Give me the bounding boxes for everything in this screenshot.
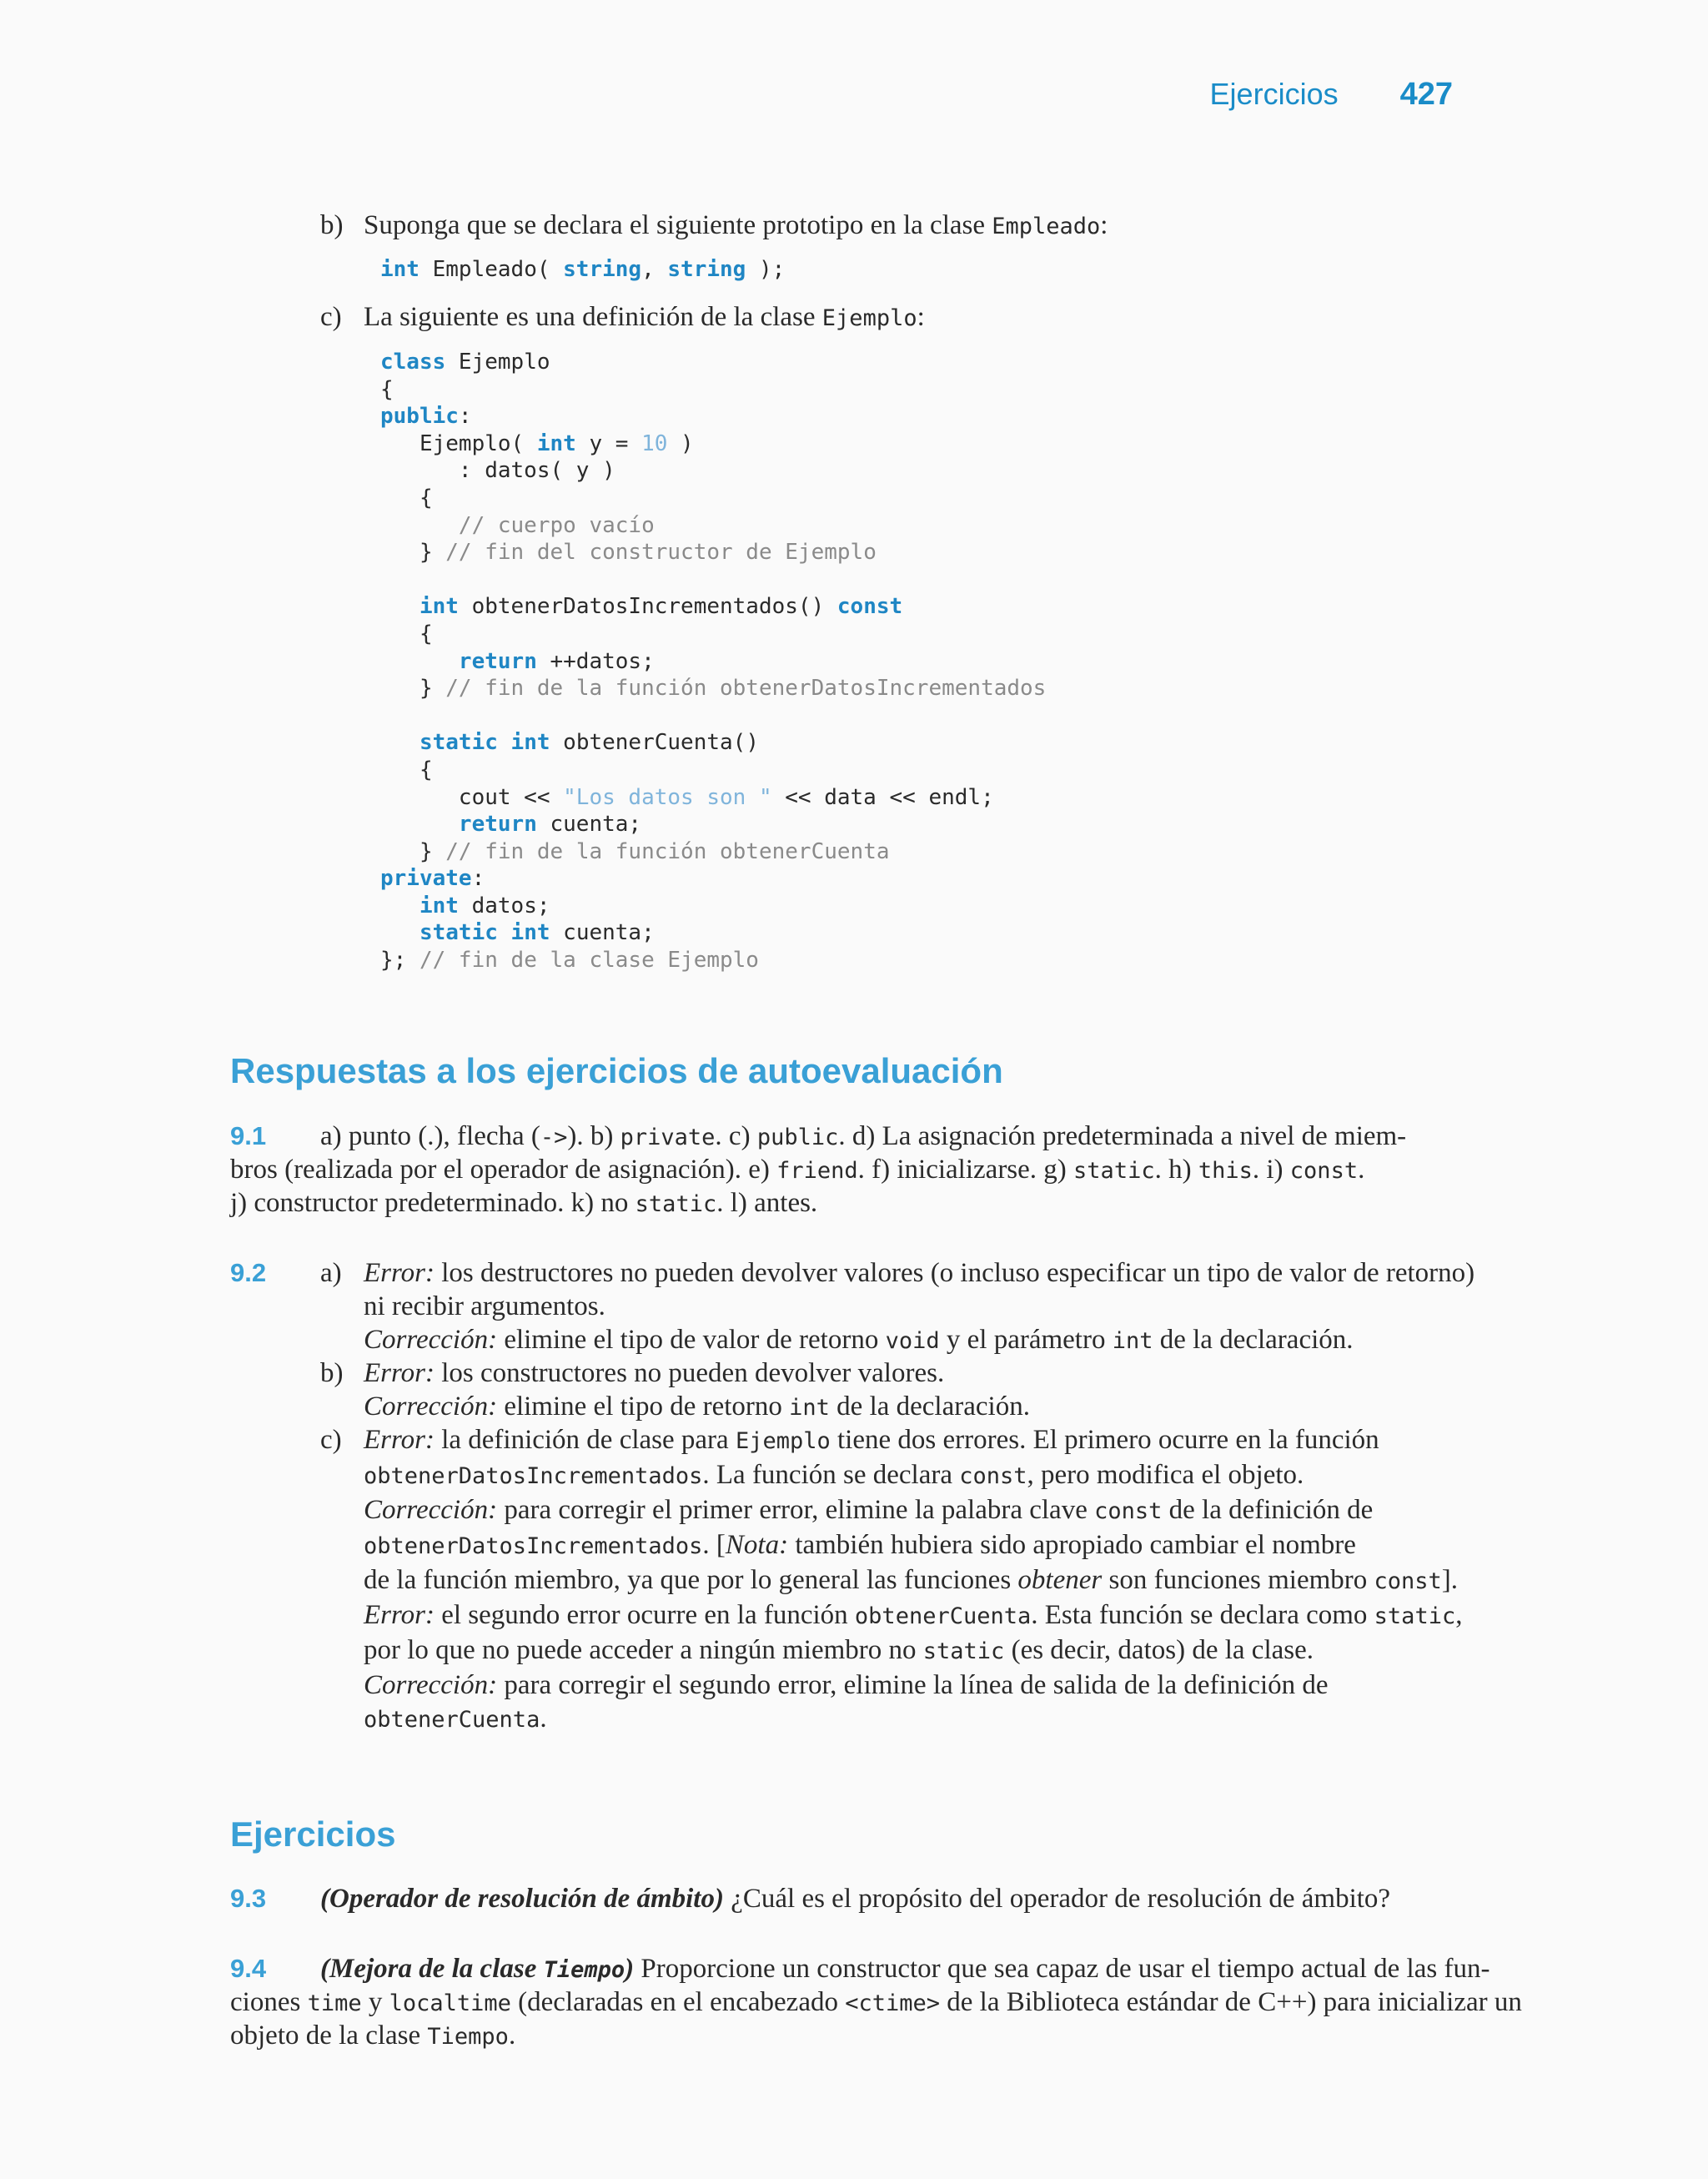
answer-number-9-1: 9.1	[230, 1121, 267, 1150]
exercise-number-9-3: 9.3	[230, 1884, 267, 1913]
answer-number-9-2: 9.2	[230, 1258, 267, 1287]
item-b-text	[364, 210, 1108, 241]
answer-9-2-c-letter: c)	[320, 1425, 342, 1455]
answer-9-2-c: Error: la definición de clase para Ejemplo tiene dos errores. El primero ocurre en la función obtenerDatosIncrementados. La función se declara const, pero modifica el objeto. Corrección: para corregir el primer error, elimine la palabra clave const de la definición de obtenerDatosIncrementados. [Nota: también hubiera sido apropiado cambiar el nombre de la función miembro, ya que por lo general las funciones obtener son funciones miembro const]. Error: el segundo error ocurre en la función obtenerCuenta. Esta función se declara como static, por lo que no puede acceder a ningún miembro no static (es decir, datos) de la clase. Corrección: para corregir el segundo error, elimine la línea de salida de la definición de obtenerCuenta.	[364, 1425, 1463, 1734]
item-b-letter: b)	[320, 210, 344, 240]
exercise-number-9-4: 9.4	[230, 1954, 267, 1983]
section-title-ejercicios: Ejercicios	[230, 1814, 396, 1854]
answer-9-1-line2: bros (realizada por el operador de asignación). e) friend. f) inicializarse. g) static. h) this. i) const.	[230, 1155, 1365, 1185]
item-c-letter: c)	[320, 302, 342, 332]
answer-9-2-a-letter: a)	[320, 1258, 342, 1288]
item-c-colon: :	[917, 302, 925, 332]
answer-9-2-b-letter: b)	[320, 1358, 344, 1388]
code-prototype: int Empleado( string, string );	[380, 257, 786, 282]
exercise-9-3: (Operador de resolución de ámbito) ¿Cuál es el propósito del operador de resolución de ámbito?	[320, 1884, 1391, 1914]
page-header	[1210, 77, 1453, 113]
answer-9-2-b: Error: los constructores no pueden devolver valores. Corrección: elimine el tipo de retorno int de la declaración.	[364, 1358, 1030, 1422]
exercise-9-4-line2: ciones time y localtime (declaradas en el encabezado <ctime> de la Biblioteca estándar de C++) para inicializar un	[230, 1987, 1522, 2017]
item-c-class: Ejemplo	[821, 305, 917, 331]
exercise-9-4-line3: objeto de la clase Tiempo.	[230, 2020, 516, 2051]
code-ejemplo-class: class Ejemplo { public: Ejemplo( int y = 10 ) : datos( y ) { // cuerpo vacío } // fin del constructor de Ejemplo int obtenerDatosIncrementados() const { return ++datos; } // fin de la función obtenerDatosIncrementados static int obtenerCuenta() { cout << "Los datos son " << data << endl; return cuenta; } // fin de la función obtenerCuenta private: int datos; static int cuenta; }; // fin de la clase Ejemplo	[380, 350, 1047, 974]
item-b-colon: :	[1100, 210, 1108, 240]
page-number: 427	[1399, 77, 1453, 112]
item-b-sentence: Suponga que se declara el siguiente prototipo en la clase	[364, 210, 992, 240]
answer-9-1-line1: a) punto (.), flecha (->). b) private. c) public. d) La asignación predeterminada a nivel de miem-	[320, 1121, 1407, 1151]
header-title: Ejercicios	[1209, 77, 1339, 111]
item-c-sentence: La siguiente es una definición de la clase	[364, 302, 822, 332]
item-b-class: Empleado	[992, 214, 1101, 239]
exercise-9-4-line1: (Mejora de la clase Tiempo) Proporcione un constructor que sea capaz de usar el tiempo actual de las fun-	[320, 1954, 1490, 1984]
answer-9-2-a: Error: los destructores no pueden devolver valores (o incluso especificar un tipo de valor de retorno) ni recibir argumentos. Corrección: elimine el tipo de valor de retorno void y el parámetro int de la declaración.	[364, 1258, 1475, 1355]
section-title-respuestas: Respuestas a los ejercicios de autoevaluación	[230, 1051, 1003, 1090]
item-c-text	[364, 302, 925, 333]
answer-9-1-line3: j) constructor predeterminado. k) no static. l) antes.	[230, 1188, 818, 1218]
